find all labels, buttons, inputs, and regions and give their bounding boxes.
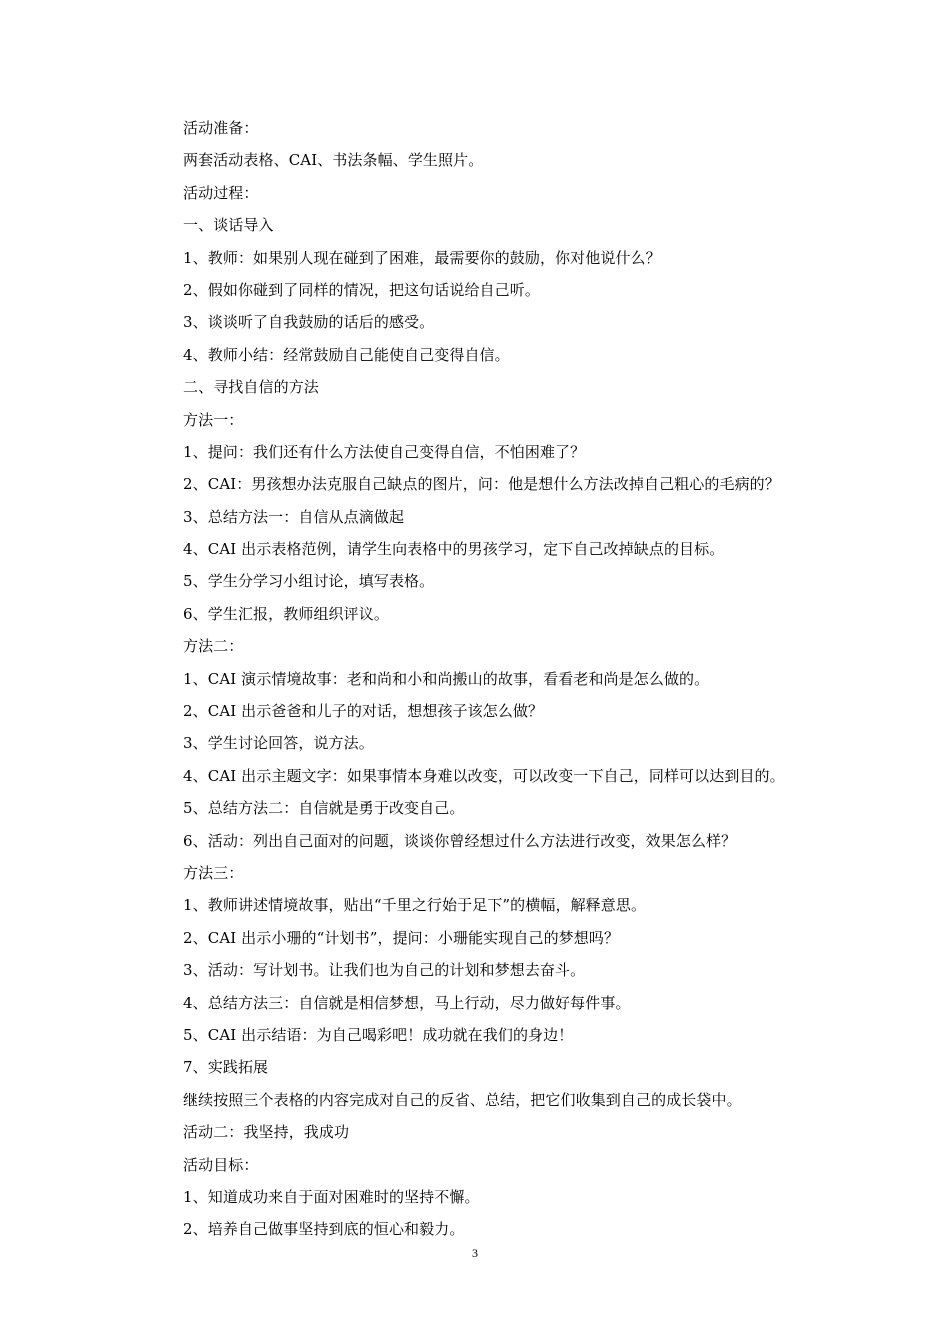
paragraph-line: 4、CAI 出示主题文字：如果事情本身难以改变，可以改变一下自己，同样可以达到目的。 [183, 766, 785, 785]
paragraph-line: 1、知道成功来自于面对困难时的坚持不懈。 [183, 1187, 480, 1206]
paragraph-line: 5、学生分学习小组讨论，填写表格。 [183, 572, 435, 591]
paragraph-line: 2、培养自己做事坚持到底的恒心和毅力。 [183, 1220, 465, 1239]
paragraph-line: 4、教师小结：经常鼓励自己能使自己变得自信。 [183, 345, 510, 364]
paragraph-line: 活动过程： [183, 183, 259, 202]
paragraph-line: 3、学生讨论回答，说方法。 [183, 734, 374, 753]
subsection-heading: 活动目标： [183, 1155, 259, 1174]
subsection-heading: 方法二： [183, 637, 244, 656]
paragraph-line: 1、教师讲述情境故事，贴出“千里之行始于足下”的横幅，解释意思。 [183, 896, 647, 915]
paragraph-line: 1、教师：如果别人现在碰到了困难，最需要你的鼓励，你对他说什么？ [183, 248, 661, 267]
subsection-heading: 方法一： [183, 410, 244, 429]
section-heading: 二、寻找自信的方法 [183, 378, 319, 397]
paragraph-line: 3、谈谈听了自我鼓励的话后的感受。 [183, 313, 435, 332]
paragraph-line: 2、CAI 出示爸爸和儿子的对话，想想孩子该怎么做？ [183, 702, 544, 721]
paragraph-line: 继续按照三个表格的内容完成对自己的反省、总结，把它们收集到自己的成长袋中。 [183, 1090, 742, 1109]
paragraph-line: 2、CAI 出示小珊的“计划书”，提问：小珊能实现自己的梦想吗？ [183, 928, 620, 947]
paragraph-line: 4、总结方法三：自信就是相信梦想，马上行动，尽力做好每件事。 [183, 993, 631, 1012]
paragraph-line: 5、总结方法二：自信就是勇于改变自己。 [183, 799, 465, 818]
paragraph-line: 4、CAI 出示表格范例，请学生向表格中的男孩学习，定下自己改掉缺点的目标。 [183, 540, 725, 559]
section-heading: 活动二：我坚持，我成功 [183, 1123, 350, 1142]
paragraph-line: 6、活动：列出自己面对的问题，谈谈你曾经想过什么方法进行改变，效果怎么样？ [183, 831, 737, 850]
paragraph-line: 1、提问：我们还有什么方法使自己变得自信，不怕困难了？ [183, 442, 586, 461]
paragraph-line: 3、活动：写计划书。让我们也为自己的计划和梦想去奋斗。 [183, 961, 586, 980]
page-number: 3 [472, 1246, 478, 1260]
paragraph-line: 5、CAI 出示结语：为自己喝彩吧！成功就在我们的身边！ [183, 1025, 574, 1044]
paragraph-line: 1、CAI 演示情境故事：老和尚和小和尚搬山的故事，看看老和尚是怎么做的。 [183, 669, 710, 688]
paragraph-line: 活动准备： [183, 119, 259, 137]
document-body [183, 112, 843, 1246]
paragraph-line: 两套活动表格、CAI、书法条幅、学生照片。 [183, 151, 484, 170]
subsection-heading: 方法三： [183, 863, 244, 882]
section-heading: 一、谈话导入 [183, 216, 274, 235]
paragraph-line: 7、实践拓展 [183, 1058, 269, 1077]
paragraph-line: 3、总结方法一：自信从点滴做起 [183, 507, 405, 526]
paragraph-line: 2、CAI：男孩想办法克服自己缺点的图片，问：他是想什么方法改掉自己粗心的毛病的？ [183, 475, 780, 494]
paragraph-line: 2、假如你碰到了同样的情况，把这句话说给自己听。 [183, 280, 540, 299]
paragraph-line: 6、学生汇报，教师组织评议。 [183, 604, 389, 623]
